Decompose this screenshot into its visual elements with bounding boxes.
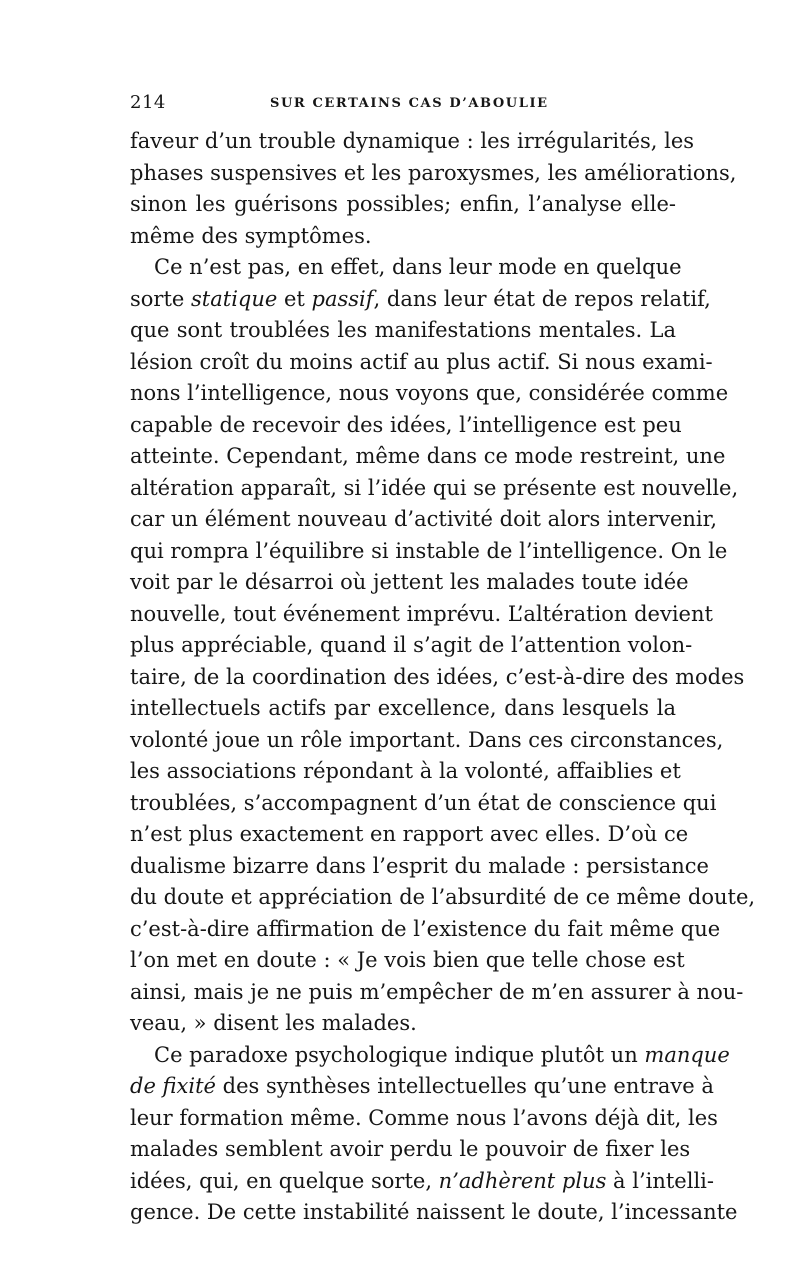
text-line: l’on met en doute : « Je vois bien que telle chose est bbox=[130, 948, 685, 972]
text-span: Ce paradoxe psychologique indique plutôt un bbox=[154, 1042, 645, 1067]
running-head bbox=[130, 92, 678, 116]
text-line: sinon les guérisons possibles; enfin, l’analyse elle- bbox=[130, 192, 676, 216]
text-line bbox=[130, 284, 711, 316]
running-title: SUR CERTAINS CAS D’ABOULIE bbox=[270, 96, 549, 111]
text-line: gence. De cette instabilité naissent le doute, l’incessante bbox=[130, 1200, 738, 1224]
italic-span: n’adhèrent plus bbox=[438, 1168, 607, 1193]
text-line: nouvelle, tout événement imprévu. L’altération devient bbox=[130, 601, 713, 626]
text-line: faveur d’un trouble dynamique : les irrégularités, les bbox=[130, 129, 695, 153]
text-line: du doute et appréciation de l’absurdité de ce même doute, bbox=[130, 885, 756, 909]
text-line: lésion croît du moins actif au plus actif. Si nous exami- bbox=[130, 349, 713, 374]
text-line: atteinte. Cependant, même dans ce mode restreint, une bbox=[130, 444, 726, 468]
text-span: sorte bbox=[130, 286, 192, 311]
text-line: même des symptômes. bbox=[130, 223, 372, 248]
text-line: les associations répondant à la volonté, affaiblies et bbox=[130, 759, 681, 783]
text-line: que sont troublées les manifestations mentales. La bbox=[130, 318, 676, 342]
text-line: plus appréciable, quand il s’agit de l’attention volon- bbox=[130, 633, 693, 657]
text-span: des synthèses intellectuelles qu’une entrave à bbox=[215, 1074, 714, 1098]
text-line: c’est-à-dire affirmation de l’existence du fait même que bbox=[130, 916, 721, 941]
text-line: intellectuels actifs par excellence, dans lesquels la bbox=[130, 696, 676, 720]
text-span: et bbox=[277, 286, 312, 311]
text-line: veau, » disent les malades. bbox=[130, 1011, 417, 1035]
text-line: car un élément nouveau d’activité doit alors intervenir, bbox=[130, 507, 718, 531]
page-number: 214 bbox=[130, 92, 166, 113]
text-line: qui rompra l’équilibre si instable de l’intelligence. On le bbox=[130, 538, 728, 563]
text-line: malades semblent avoir perdu le pouvoir de fixer les bbox=[130, 1137, 691, 1161]
text-line: n’est plus exactement en rapport avec elles. D’où ce bbox=[130, 822, 689, 846]
text-line: voit par le désarroi où jettent les malades toute idée bbox=[130, 570, 689, 594]
text-line bbox=[130, 1071, 714, 1103]
text-span: idées, qui, en quelque sorte, bbox=[130, 1168, 439, 1193]
text-line: dualisme bizarre dans l’esprit du malade : persistance bbox=[130, 853, 709, 878]
italic-span: passif bbox=[311, 286, 374, 311]
text-line: taire, de la coordination des idées, c’est-à-dire des modes bbox=[130, 664, 745, 689]
italic-span: statique bbox=[191, 286, 278, 311]
text-line bbox=[130, 1040, 730, 1072]
body-text bbox=[130, 126, 756, 1229]
text-line bbox=[130, 1166, 714, 1198]
text-line: troublées, s’accompagnent d’un état de conscience qui bbox=[130, 790, 717, 815]
text-line: nons l’intelligence, nous voyons que, considérée comme bbox=[130, 381, 729, 405]
text-span: à l’intelli- bbox=[606, 1168, 714, 1193]
italic-span: de fixité bbox=[130, 1074, 216, 1098]
text-line: altération apparaît, si l’idée qui se présente est nouvelle, bbox=[130, 475, 739, 500]
text-span: , dans leur état de repos relatif, bbox=[373, 286, 711, 311]
text-line: leur formation même. Comme nous l’avons déjà dit, les bbox=[130, 1105, 718, 1130]
text-line: volonté joue un rôle important. Dans ces circonstances, bbox=[130, 727, 724, 752]
italic-span: manque bbox=[644, 1042, 730, 1067]
text-line: Ce n’est pas, en effet, dans leur mode en quelque bbox=[154, 255, 682, 279]
text-line: ainsi, mais je ne puis m’empêcher de m’en assurer à nou- bbox=[130, 979, 744, 1004]
text-line: capable de recevoir des idées, l’intelligence est peu bbox=[130, 412, 682, 437]
text-line: phases suspensives et les paroxysmes, les améliorations, bbox=[130, 160, 737, 185]
